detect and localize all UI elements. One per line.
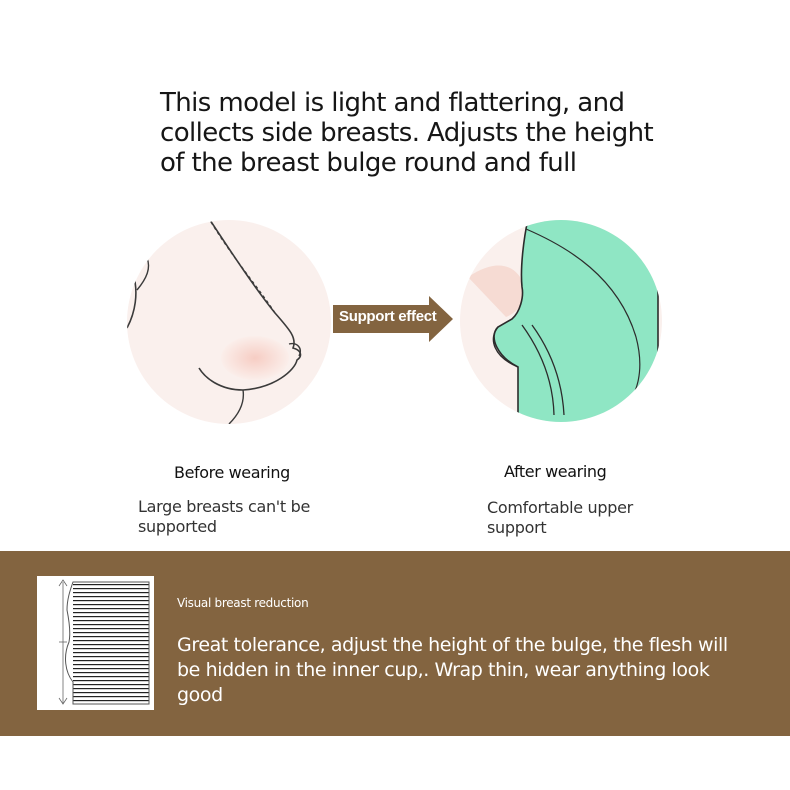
- band-description-line: good: [177, 684, 223, 706]
- support-effect-arrow: [333, 296, 473, 342]
- after-title: After wearing: [504, 462, 607, 481]
- before-description: [138, 497, 310, 537]
- before-description-line: supported: [138, 517, 217, 536]
- headline-line: collects side breasts. Adjusts the height: [160, 118, 654, 148]
- before-illustration: [125, 218, 340, 428]
- band-description-line: Great tolerance, adjust the height of the bulge, the flesh will: [177, 634, 728, 656]
- striped-cup-thumbnail: [37, 576, 154, 710]
- band-description-line: be hidden in the inner cup,. Wrap thin, wear anything look: [177, 659, 710, 681]
- before-title: Before wearing: [174, 463, 290, 482]
- after-description-line: Comfortable upper: [487, 498, 633, 517]
- band-description: [177, 633, 767, 708]
- after-illustration: [458, 217, 668, 427]
- before-description-line: Large breasts can't be: [138, 497, 311, 516]
- headline-line: of the breast bulge round and full: [160, 148, 577, 178]
- headline-line: This model is light and flattering, and: [160, 88, 625, 118]
- support-effect-label: Support effect: [339, 308, 437, 325]
- striped-cup-diagram: [37, 576, 154, 710]
- after-description: [487, 498, 633, 538]
- band-subtitle: Visual breast reduction: [177, 596, 309, 610]
- after-description-line: support: [487, 518, 547, 537]
- headline: [160, 88, 680, 178]
- feature-band: [0, 551, 790, 736]
